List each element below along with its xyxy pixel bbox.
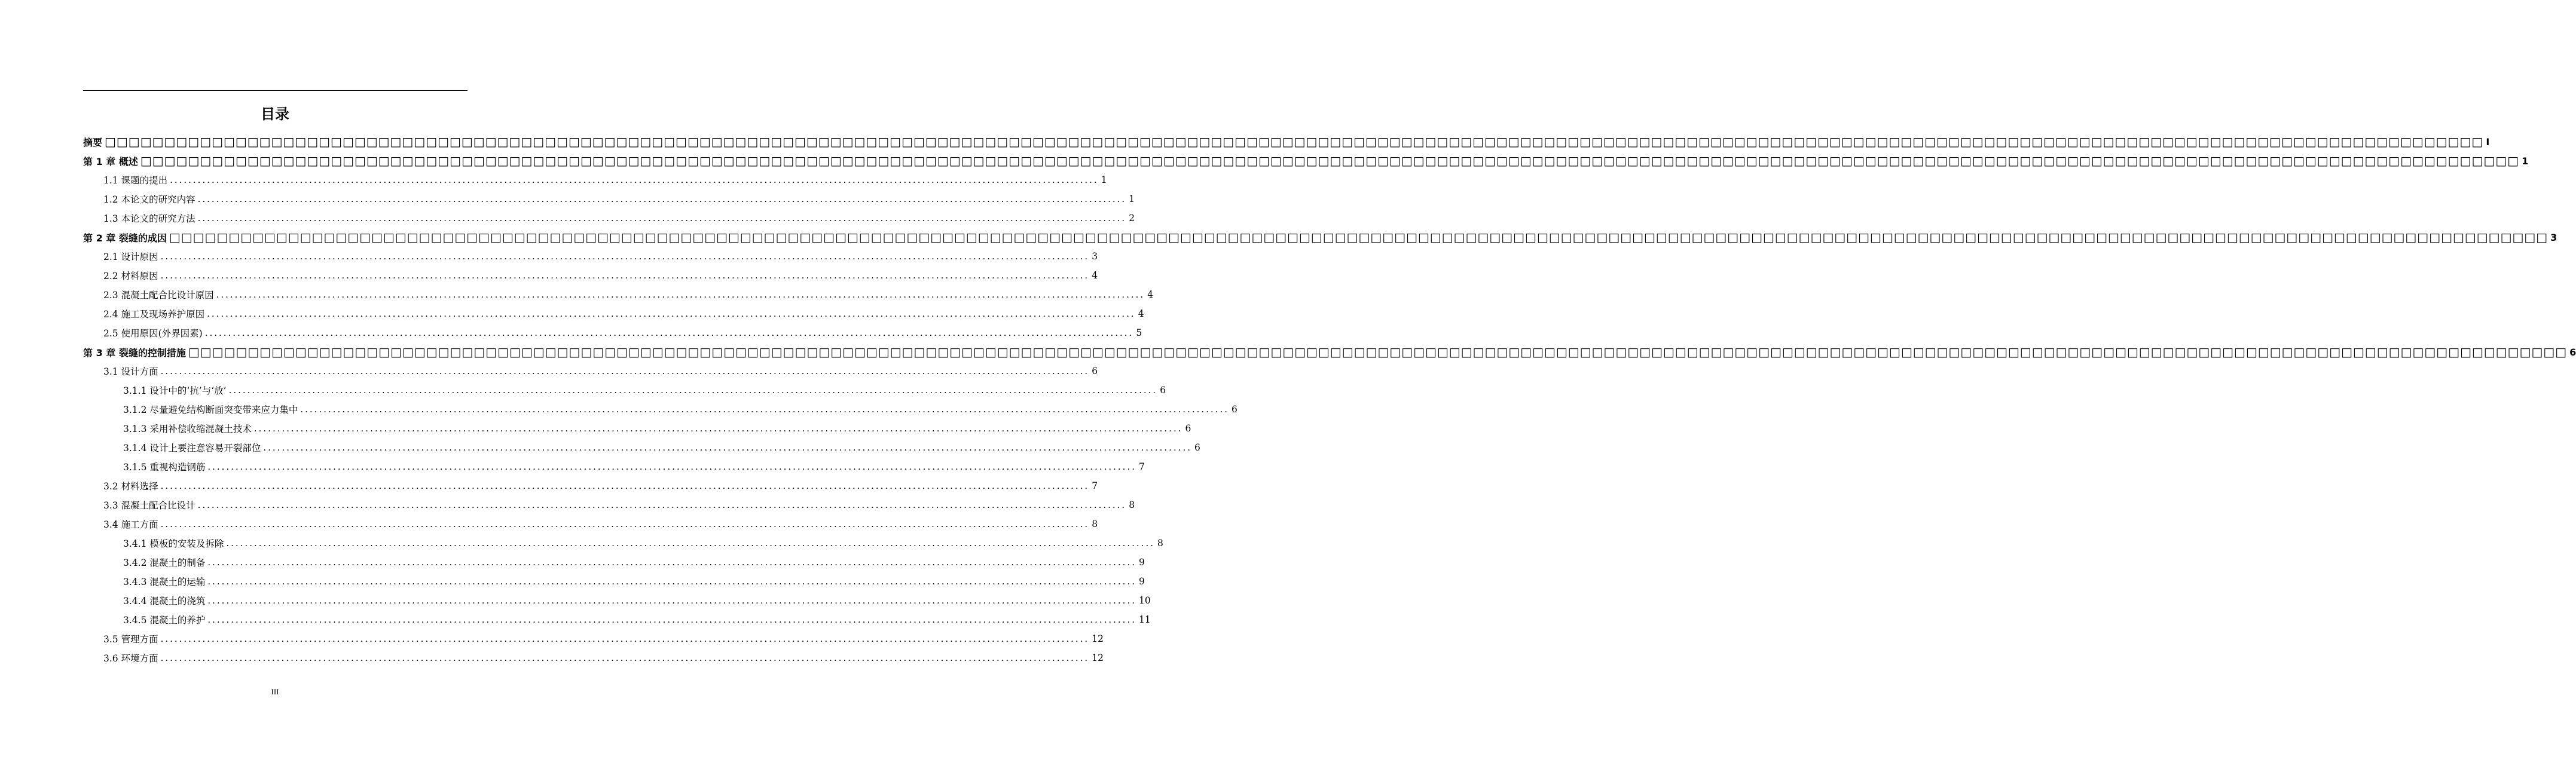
toc-entry-label: 3.6 环境方面 — [103, 653, 158, 664]
toc-entry-label: 3.1.2 尽量避免结构断面突变带来应力集中 — [123, 405, 298, 415]
toc-leader: ........................................................................................................................................................................................................ — [253, 423, 1183, 434]
toc-page-number: 10 — [1139, 595, 1151, 606]
toc-leader: ........................................................................................................................................................................................................ — [160, 480, 1090, 491]
toc-entry[interactable] — [103, 266, 1098, 285]
toc-entry-label: 3.1 设计方面 — [103, 366, 158, 377]
toc-entry-label: 1.1 课题的提出 — [103, 175, 168, 186]
toc-entry-label: 3.1.5 重视构造钢筋 — [123, 462, 206, 473]
toc-page-number: 9 — [1139, 576, 1145, 587]
toc-entry-label: 第 2 章 裂缝的成因 — [83, 232, 167, 244]
toc-leader: ........................................................................................................................................................................................................ — [160, 633, 1090, 644]
toc-entry-label: 1.3 本论文的研究方法 — [103, 213, 195, 224]
toc-page-number: 12 — [1092, 653, 1104, 663]
toc-chapter-entry[interactable] — [83, 228, 2557, 247]
toc-page-number: 6 — [1232, 404, 1237, 415]
toc-entry-label: 3.1.1 设计中的‘抗’与‘放’ — [123, 385, 227, 396]
toc-entry[interactable] — [103, 247, 1098, 266]
toc-entry-label: 第 1 章 概述 — [83, 155, 138, 167]
toc-entry[interactable] — [103, 362, 1098, 381]
toc-page-number: 6 — [2569, 346, 2576, 358]
toc-leader: ........................................................................................................................................................................................................ — [197, 500, 1127, 510]
toc-entry-label: 3.4.3 混凝土的运输 — [123, 577, 206, 587]
toc-entry[interactable] — [103, 629, 1104, 648]
toc-leader: ........................................................................................................................................................................................................ — [216, 289, 1145, 300]
toc-entry[interactable] — [123, 419, 1191, 438]
toc-page-number: 5 — [1136, 327, 1142, 338]
toc-page-number: 4 — [1092, 270, 1098, 281]
toc-entry-label: 3.1.4 设计上要注意容易开裂部位 — [123, 443, 261, 454]
page-number: III — [271, 687, 279, 696]
toc-entry[interactable] — [123, 438, 1200, 457]
toc-page-number: 1 — [1129, 194, 1135, 204]
toc-leader: ........................................................................................................................................................................................................ — [160, 653, 1090, 663]
toc-chapter-entry[interactable] — [83, 132, 2490, 151]
toc-leader: ........................................................................................................................................................................................................ — [228, 385, 1158, 396]
toc-entry-label: 3.4.1 模板的安装及拆除 — [123, 538, 224, 549]
toc-page-number: 8 — [1092, 519, 1098, 529]
toc-page-number: 6 — [1194, 442, 1200, 453]
toc-page-number: I — [2486, 136, 2490, 148]
toc-entry[interactable] — [103, 476, 1098, 495]
toc-entry-label: 3.3 混凝土配合比设计 — [103, 500, 195, 511]
toc-page-number: 4 — [1147, 289, 1154, 300]
toc-page-number: 6 — [1160, 385, 1166, 396]
toc-entry[interactable] — [123, 381, 1166, 400]
toc-entry-label: 2.4 施工及现场养护原因 — [103, 309, 205, 320]
toc-entry[interactable] — [123, 553, 1145, 572]
toc-entry[interactable] — [103, 170, 1107, 189]
toc-entry-label: 2.3 混凝土配合比设计原因 — [103, 290, 214, 301]
toc-leader: ........................................................................................................................................................................................................ — [207, 614, 1136, 625]
toc-entry[interactable] — [123, 457, 1145, 476]
toc-page-number: 4 — [1138, 308, 1144, 319]
toc-page-number: 8 — [1129, 500, 1135, 510]
toc-entry[interactable] — [103, 495, 1135, 514]
toc-leader: ........................................................................................................................................................................................................ — [160, 519, 1090, 529]
toc-page-number: 12 — [1092, 633, 1104, 644]
toc-entry-label: 2.5 使用原因(外界因素) — [103, 328, 203, 339]
toc-entry-label: 3.4.2 混凝土的制备 — [123, 558, 206, 568]
toc-entry-label: 3.4.4 混凝土的浇筑 — [123, 596, 206, 607]
toc-entry[interactable] — [123, 400, 1237, 419]
toc-entry-label: 3.4.5 混凝土的养护 — [123, 615, 206, 626]
toc-page-number: 2 — [1129, 213, 1135, 223]
toc-page-number: 1 — [2522, 155, 2529, 167]
toc-entry[interactable] — [123, 572, 1145, 591]
toc-leader: ........................................................................................................................................................................................................ — [197, 194, 1127, 204]
toc-entry[interactable] — [103, 304, 1144, 323]
toc-leader: □□□□□□□□□□□□□□□□□□□□□□□□□□□□□□□□□□□□□□□□□□□□□□□□□□□□□□□□□□□□□□□□□□□□□□□□□□□□□□□□□□□□□□□□□□□□□□□□□□□□□□□□□□□□□□□□□□□□□□□□□□□□□□□□□□□□□□□□□□□□□□□□□□□□□□□□□□□□□□□□□□□□□□□□□□□□□□□□□□□□□□□□□□□□□□□□□□□□□□□□ — [105, 134, 2484, 149]
toc-leader: ........................................................................................................................................................................................................ — [160, 270, 1090, 281]
toc-leader: ........................................................................................................................................................................................................ — [160, 251, 1090, 262]
toc-leader: ........................................................................................................................................................................................................ — [207, 308, 1136, 319]
toc-entry-label: 3.5 管理方面 — [103, 634, 158, 645]
toc-leader: ........................................................................................................................................................................................................ — [204, 327, 1134, 338]
toc-page-number: 8 — [1157, 538, 1163, 549]
toc-leader: ........................................................................................................................................................................................................ — [263, 442, 1192, 453]
toc-entry-label: 3.4 施工方面 — [103, 519, 158, 530]
toc-leader: □□□□□□□□□□□□□□□□□□□□□□□□□□□□□□□□□□□□□□□□□□□□□□□□□□□□□□□□□□□□□□□□□□□□□□□□□□□□□□□□□□□□□□□□□□□□□□□□□□□□□□□□□□□□□□□□□□□□□□□□□□□□□□□□□□□□□□□□□□□□□□□□□□□□□□□□□□□□□□□□□□□□□□□□□□□□□□□□□□□□□□□□□□□□□□□□□□□□□□□□ — [188, 345, 2568, 359]
toc-page-number: 3 — [2550, 231, 2557, 243]
page-title: 目录 — [261, 106, 289, 122]
toc-leader: □□□□□□□□□□□□□□□□□□□□□□□□□□□□□□□□□□□□□□□□□□□□□□□□□□□□□□□□□□□□□□□□□□□□□□□□□□□□□□□□□□□□□□□□□□□□□□□□□□□□□□□□□□□□□□□□□□□□□□□□□□□□□□□□□□□□□□□□□□□□□□□□□□□□□□□□□□□□□□□□□□□□□□□□□□□□□□□□□□□□□□□□□□□□□□□□□□□□□□□□ — [140, 154, 2520, 168]
toc-leader: ........................................................................................................................................................................................................ — [207, 557, 1136, 568]
toc-leader: ........................................................................................................................................................................................................ — [197, 213, 1127, 223]
toc-entry[interactable] — [103, 189, 1135, 209]
header-rule — [83, 90, 467, 91]
toc-entry[interactable] — [103, 285, 1154, 304]
toc-entry-label: 2.2 材料原因 — [103, 271, 158, 281]
toc-entry-label: 摘要 — [83, 136, 103, 148]
toc-entry[interactable] — [123, 610, 1151, 629]
toc-page-number: 9 — [1139, 557, 1145, 568]
toc-page-number: 7 — [1092, 480, 1098, 491]
toc-leader: ........................................................................................................................................................................................................ — [207, 595, 1136, 606]
toc-entry-label: 2.1 设计原因 — [103, 252, 158, 262]
toc-page-number: 6 — [1185, 423, 1191, 434]
toc-entry[interactable] — [103, 209, 1135, 228]
toc-entry[interactable] — [123, 534, 1163, 553]
toc-entry[interactable] — [123, 591, 1151, 610]
toc-entry-label: 3.1.3 采用补偿收缩混凝土技术 — [123, 424, 252, 434]
toc-entry[interactable] — [103, 514, 1098, 534]
toc-entry-label: 3.2 材料选择 — [103, 481, 158, 492]
toc-leader: ........................................................................................................................................................................................................ — [300, 404, 1229, 415]
toc-chapter-entry[interactable] — [83, 151, 2529, 170]
toc-leader: ........................................................................................................................................................................................................ — [160, 366, 1090, 376]
toc-leader: □□□□□□□□□□□□□□□□□□□□□□□□□□□□□□□□□□□□□□□□□□□□□□□□□□□□□□□□□□□□□□□□□□□□□□□□□□□□□□□□□□□□□□□□□□□□□□□□□□□□□□□□□□□□□□□□□□□□□□□□□□□□□□□□□□□□□□□□□□□□□□□□□□□□□□□□□□□□□□□□□□□□□□□□□□□□□□□□□□□□□□□□□□□□□□□□□□□□□□□□ — [169, 230, 2549, 244]
toc-entry-label: 1.2 本论文的研究内容 — [103, 194, 195, 205]
toc-leader: ........................................................................................................................................................................................................ — [207, 461, 1136, 472]
toc-entry-label: 第 3 章 裂缝的控制措施 — [83, 347, 186, 359]
toc-page-number: 6 — [1092, 366, 1098, 376]
toc-entry[interactable] — [103, 323, 1142, 342]
toc-chapter-entry[interactable] — [83, 342, 2576, 362]
toc-leader: ........................................................................................................................................................................................................ — [226, 538, 1155, 549]
toc-page-number: 11 — [1139, 614, 1151, 625]
toc-page-number: 3 — [1092, 251, 1098, 262]
toc-leader: ........................................................................................................................................................................................................ — [207, 576, 1136, 587]
toc-page-number: 7 — [1139, 461, 1145, 472]
toc-leader: ........................................................................................................................................................................................................ — [170, 174, 1099, 185]
toc-page-number: 1 — [1101, 174, 1107, 185]
toc-entry[interactable] — [103, 648, 1104, 667]
